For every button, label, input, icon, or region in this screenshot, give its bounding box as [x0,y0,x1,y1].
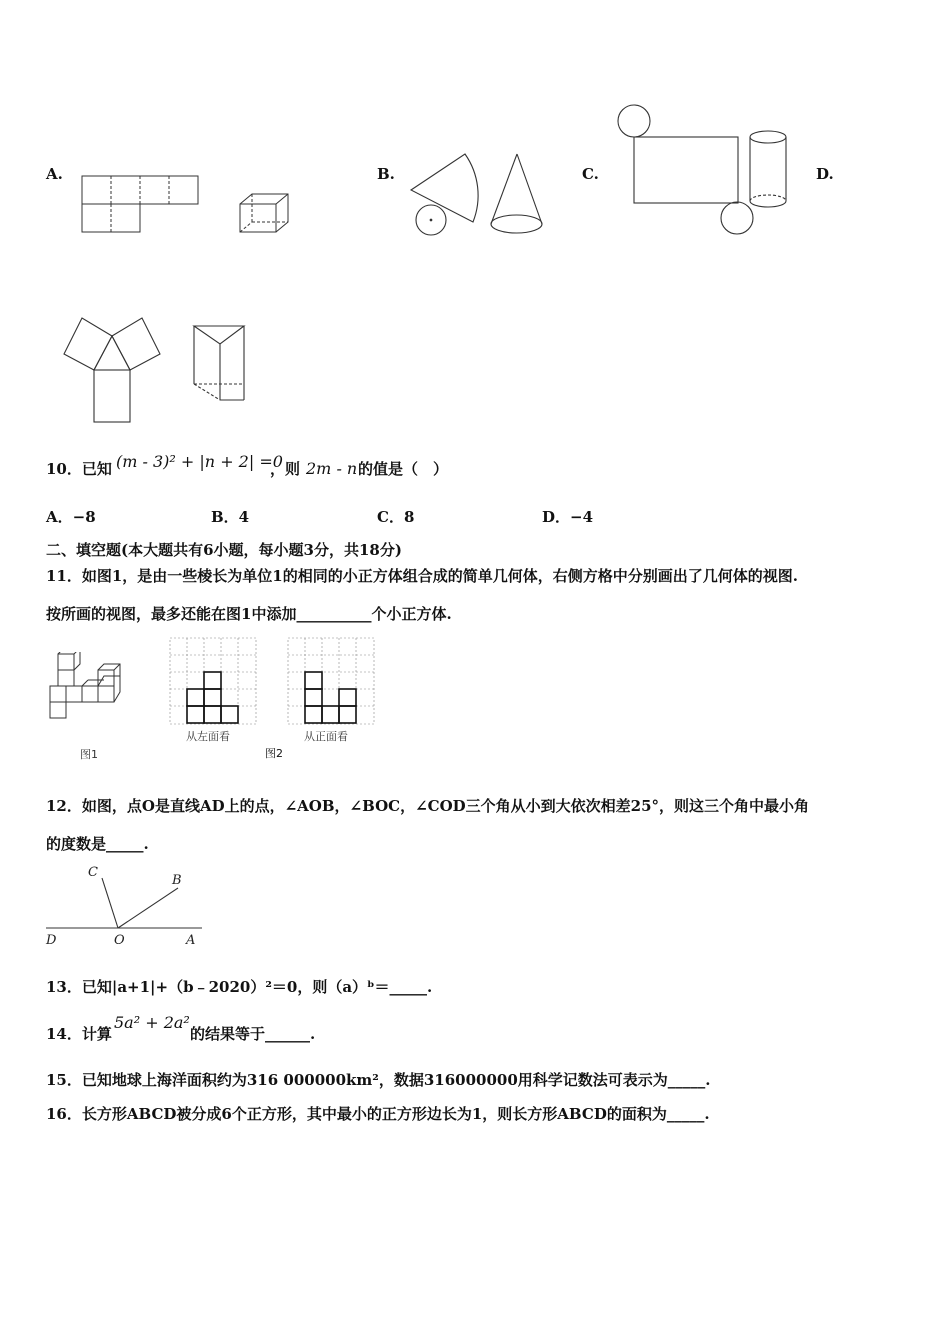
option-a-figure [78,172,298,238]
q14-prefix: 14．计算 [46,1025,112,1043]
q10-middle: ，则 [270,460,301,478]
option-d-figure [44,312,254,428]
q11-line1: 11．如图1，是由一些棱长为单位1的相同的小正方体组合成的简单几何体，右侧方格中分别画出了几何体的视图. [46,567,798,585]
q10-formula: (m - 3)² + |n + 2| =0 [116,452,283,471]
q13-text: 13．已知|a+1|+（b﹣2020）²＝0，则（a）ᵇ＝_____. [46,978,433,996]
q11-left-caption: 从左面看 [186,730,230,743]
q11-line2: 按所画的视图，最多还能在图1中添加__________个小正方体. [46,605,452,623]
q16-text: 16．长方形ABCD被分成6个正方形，其中最小的正方形边长为1，则长方形ABCD的面积为_____. [46,1105,710,1123]
q11-left-view-grid [168,636,260,746]
q14-formula: 5a² + 2a² [114,1013,190,1032]
q10-choice-b: B．4 [211,508,250,526]
q12-line1: 12．如图，点O是直线AD上的点，∠AOB，∠BOC，∠COD三个角从小到大依次相差25°，则这三个角中最小角 [46,797,810,815]
option-c-label: C. [582,165,599,183]
option-a-label: A. [46,165,63,183]
q12-label-d: D [46,933,57,948]
q11-cube-figure [46,652,136,766]
q10-choice-d: D．−4 [542,508,594,526]
q12-line2: 的度数是_____. [46,835,149,853]
q11-front-caption: 从正面看 [304,730,348,743]
q10-expression: 2m - n [306,459,358,478]
q12-label-a: A [186,933,196,948]
q12-angle-figure [42,860,212,950]
q11-fig2-caption: 图2 [265,747,283,760]
q11-fig1-caption: 图1 [80,748,98,761]
q12-label-o: O [114,933,125,948]
option-c-figure [612,102,792,238]
q10-suffix: 的值是（ ） [358,460,449,478]
q12-label-c: C [88,865,98,880]
q14-suffix: 的结果等于______. [190,1025,316,1043]
q15-text: 15．已知地球上海洋面积约为316 000000km²，数据316000000用科学记数法可表示为_____. [46,1071,711,1089]
option-d-label: D. [816,165,834,183]
q12-label-b: B [172,873,182,888]
option-b-figure [405,148,555,240]
q10-choice-c: C．8 [377,508,415,526]
section-title: 二、填空题(本大题共有6小题，每小题3分，共18分) [46,541,402,559]
q10-choice-a: A．−8 [46,508,96,526]
option-b-label: B. [377,165,395,183]
q11-front-view-grid [286,636,378,746]
q10-prefix: 10．已知 [46,460,112,478]
